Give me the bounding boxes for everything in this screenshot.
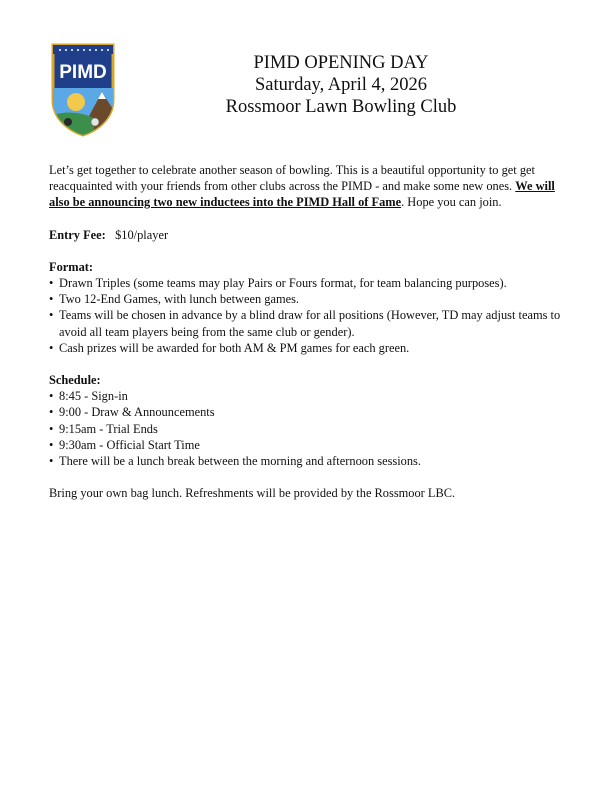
event-title: PIMD OPENING DAY — [253, 53, 429, 73]
list-item: • 9:15am - Trial Ends — [49, 421, 569, 437]
schedule-list — [49, 388, 569, 469]
logo-text: PIMD — [59, 62, 107, 83]
schedule-heading: Schedule: — [49, 373, 101, 388]
format-heading: Format: — [49, 259, 94, 274]
list-item: • There will be a lunch break between the morning and afternoon sessions. — [49, 453, 569, 469]
list-item: • 8:45 - Sign-in — [49, 388, 569, 404]
hall-of-fame-announcement: We will also be announcing two new inductees into the PIMD Hall of Fame — [49, 179, 555, 210]
list-item: • Drawn Triples (some teams may play Pairs or Fours format, for team balancing purposes). — [49, 275, 569, 291]
closing-note: Bring your own bag lunch. Refreshments will be provided by the Rossmoor LBC. — [49, 486, 456, 501]
intro-text: Let’s get together to celebrate another season of bowling. This is a beautiful opportunity to get get reacquainted with your friends from other clubs across the PIMD - and make some new ones. — [49, 163, 535, 194]
pimd-shield-icon — [50, 42, 116, 138]
list-item: • Two 12-End Games, with lunch between games. — [49, 291, 569, 307]
list-item: • 9:00 - Draw & Announcements — [49, 404, 569, 420]
entry-fee-value: $10/player — [115, 227, 169, 242]
entry-fee — [49, 227, 569, 243]
intro-paragraph — [49, 162, 569, 211]
event-venue: Rossmoor Lawn Bowling Club — [225, 97, 457, 117]
entry-fee-label: Entry Fee: — [49, 227, 106, 242]
intro-closing-text: . Hope you can join. — [401, 195, 502, 210]
event-date: Saturday, April 4, 2026 — [255, 75, 427, 95]
event-header — [120, 52, 562, 118]
document-body — [49, 162, 569, 501]
list-item: • Cash prizes will be awarded for both AM & PM games for each green. — [49, 340, 569, 356]
list-item: • Teams will be chosen in advance by a blind draw for all positions (However, TD may adjust teams to avoid all team players being from the same club or gender). — [49, 307, 569, 339]
list-item: • 9:30am - Official Start Time — [49, 437, 569, 453]
pimd-logo — [50, 42, 116, 138]
format-list — [49, 275, 569, 356]
